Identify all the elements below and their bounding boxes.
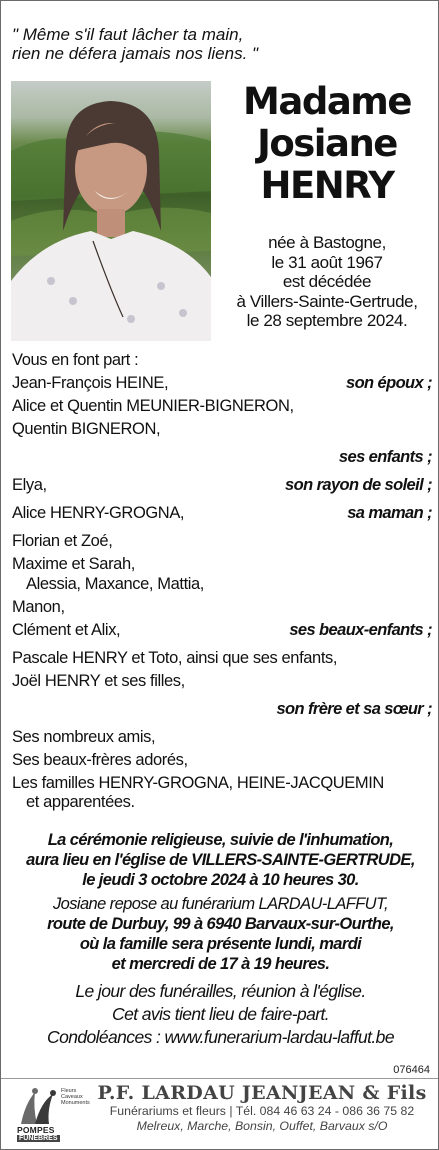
family-intro: Vous en font part : [12, 351, 139, 369]
quote-line: " Même s'il faut lâcher ta main, [12, 25, 244, 44]
info-line: est décédée [282, 272, 372, 291]
quote [12, 25, 422, 63]
family-member: Ses beaux-frères adorés, [12, 751, 188, 769]
funeral-home [89, 1082, 435, 1134]
ceremony-line: aura lieu en l'église de VILLERS-SAINTE-GERTRUDE, [26, 851, 415, 869]
family-member: Maxime et Sarah, [12, 555, 135, 573]
ceremony-info [7, 830, 434, 1049]
funeral-home-contact: Funérariums et fleurs | Tél. 084 46 63 24 - 086 36 75 82 [109, 1104, 415, 1118]
ceremony-line: où la famille sera présente lundi, mardi [79, 935, 362, 953]
ceremony-line: route de Durbuy, 99 à 6940 Barvaux-sur-Ourthe, [47, 915, 394, 933]
birth-death-info [223, 233, 431, 331]
funeral-home-locations: Melreux, Marche, Bonsin, Ouffet, Barvaux s/O [136, 1119, 388, 1133]
funeral-logo-figure-icon [11, 1084, 61, 1126]
family-list [12, 349, 432, 814]
ceremony-line: Le jour des funérailles, réunion à l'église. [75, 981, 366, 1001]
family-member: Les familles HENRY-GROGNA, HEINE-JACQUEMIN [12, 774, 384, 792]
family-member: Manon, [12, 598, 65, 616]
quote-line: rien ne défera jamais nos liens. " [12, 44, 259, 63]
info-line: née à Bastogne, [268, 233, 386, 252]
ceremony-line: La cérémonie religieuse, suivie de l'inhumation, [47, 831, 394, 849]
family-member: Pascale HENRY et Toto, ainsi que ses enfants, [12, 649, 338, 667]
family-member: Elya, [12, 476, 47, 494]
ceremony-line: et mercredi de 17 à 19 heures. [111, 955, 330, 973]
family-relation: ses beaux-enfants ; [289, 621, 432, 639]
name-line: HENRY [260, 164, 394, 207]
family-relation: son époux ; [346, 374, 432, 392]
footer-divider [1, 1078, 438, 1079]
family-member: Joël HENRY et ses filles, [12, 672, 185, 690]
family-relation: ses enfants ; [338, 448, 432, 466]
ceremony-line: le jeudi 3 octobre 2024 à 10 heures 30. [82, 871, 359, 889]
notice-reference: 076464 [393, 1064, 430, 1076]
logo-brand-sub: FUNÈBRES [19, 1135, 58, 1142]
ceremony-line: Cet avis tient lieu de faire-part. [112, 1004, 329, 1024]
family-member: Alice et Quentin MEUNIER-BIGNERON, [12, 397, 294, 415]
funeral-logo [11, 1084, 91, 1144]
logo-service: Fleurs [61, 1088, 77, 1094]
logo-services [61, 1088, 90, 1106]
ceremony-line: Condoléances : www.funerarium-lardau-laffut.be [47, 1027, 394, 1047]
family-row [12, 502, 432, 525]
family-relation: son rayon de soleil ; [285, 476, 432, 494]
name-line: Madame [243, 80, 411, 123]
funeral-home-name: P.F. LARDAU JEANJEAN & Fils [97, 1082, 427, 1104]
family-member: Clément et Alix, [12, 621, 121, 639]
deceased-name [227, 81, 427, 207]
name-line: Josiane [257, 122, 397, 165]
family-relation: sa maman ; [347, 504, 432, 522]
family-member: Alessia, Maxance, Mattia, [26, 575, 204, 593]
family-member: Jean-François HEINE, [12, 374, 169, 392]
logo-brand: POMPES [17, 1125, 55, 1135]
family-member: et apparentées. [26, 793, 135, 811]
family-member: Ses nombreux amis, [12, 728, 156, 746]
info-line: le 28 septembre 2024. [246, 311, 408, 330]
family-member: Alice HENRY-GROGNA, [12, 504, 185, 522]
family-row [12, 372, 432, 395]
logo-service: Caveaux [61, 1094, 83, 1100]
family-row [12, 619, 432, 642]
family-member: Quentin BIGNERON, [12, 420, 161, 438]
family-row [12, 474, 432, 497]
portrait-photo-drawing [11, 81, 211, 341]
info-line: le 31 août 1967 [271, 252, 383, 272]
logo-service: Monuments [61, 1100, 90, 1106]
info-line: à Villers-Sainte-Gertrude, [236, 291, 418, 311]
portrait-photo [11, 81, 211, 341]
family-relation: son frère et sa sœur ; [276, 700, 432, 718]
ceremony-line: Josiane repose au funérarium LARDAU-LAFFUT, [53, 895, 388, 913]
family-member: Florian et Zoé, [12, 532, 113, 550]
